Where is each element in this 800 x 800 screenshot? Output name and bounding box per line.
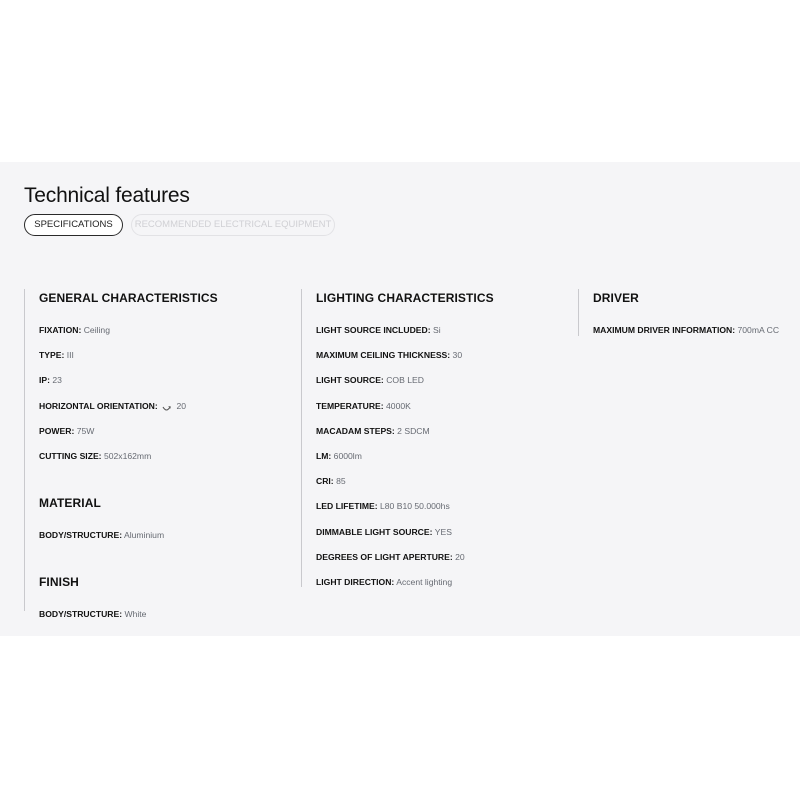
spec-key: CRI: bbox=[316, 476, 334, 487]
spec-row bbox=[316, 450, 571, 475]
section-heading-finish: FINISH bbox=[39, 575, 79, 590]
spec-key: LM: bbox=[316, 450, 332, 461]
tab-specifications[interactable]: SPECIFICATIONS bbox=[24, 214, 123, 236]
spec-row bbox=[316, 374, 571, 399]
spec-value: Si bbox=[432, 325, 441, 335]
spec-key: CUTTING SIZE: bbox=[39, 450, 102, 461]
spec-value: L80 B10 50.000hs bbox=[379, 501, 450, 512]
spec-value: 23 bbox=[52, 375, 62, 386]
spec-key: LIGHT SOURCE INCLUDED: bbox=[316, 325, 431, 335]
section-heading-material: MATERIAL bbox=[39, 496, 101, 511]
spec-row bbox=[39, 349, 294, 374]
spec-row bbox=[39, 324, 294, 349]
spec-key: BODY/STRUCTURE: bbox=[39, 530, 123, 541]
spec-key: IP: bbox=[39, 375, 50, 386]
spec-row bbox=[39, 400, 294, 425]
spec-key: HORIZONTAL ORIENTATION: bbox=[39, 400, 158, 411]
spec-row bbox=[39, 608, 294, 633]
spec-value: 20 bbox=[176, 400, 187, 411]
spec-value: 85 bbox=[336, 476, 346, 487]
spec-key: LED LIFETIME: bbox=[316, 501, 378, 512]
column-general bbox=[24, 289, 294, 620]
spec-row bbox=[316, 526, 571, 551]
spec-row bbox=[316, 324, 571, 349]
spec-value: 20 bbox=[455, 551, 465, 562]
spec-list bbox=[39, 529, 294, 554]
spec-value: COB LED bbox=[386, 375, 424, 386]
spec-list bbox=[593, 324, 798, 349]
section-heading-general-characteristics: GENERAL CHARACTERISTICS bbox=[39, 291, 218, 305]
spec-value: Aluminium bbox=[124, 530, 165, 541]
spec-key: FIXATION: bbox=[39, 325, 82, 335]
section-title: Technical features bbox=[24, 184, 190, 207]
tab-recommended-electrical-equipment[interactable]: RECOMMENDED ELECTRICAL EQUIPMENT bbox=[131, 214, 335, 236]
spec-value: 502x162mm bbox=[103, 450, 152, 461]
spec-key: TEMPERATURE: bbox=[316, 400, 384, 411]
spec-key: BODY/STRUCTURE: bbox=[39, 609, 123, 620]
spec-list bbox=[39, 324, 294, 475]
section-heading-driver: DRIVER bbox=[593, 291, 639, 305]
spec-key: LIGHT DIRECTION: bbox=[316, 576, 395, 587]
spec-key: DEGREES OF LIGHT APERTURE: bbox=[316, 551, 453, 562]
spec-key: POWER: bbox=[39, 425, 75, 436]
spec-row bbox=[39, 425, 294, 450]
spec-value: 4000K bbox=[386, 400, 411, 411]
column-driver bbox=[578, 289, 798, 336]
technical-features-panel bbox=[0, 162, 800, 636]
spec-key: TYPE: bbox=[39, 350, 65, 361]
section-heading-lighting-characteristics: LIGHTING CHARACTERISTICS bbox=[316, 291, 494, 305]
rotate-arc-icon bbox=[162, 403, 171, 409]
spec-key: MACADAM STEPS: bbox=[316, 425, 395, 436]
spec-key: LIGHT SOURCE: bbox=[316, 375, 384, 386]
column-lighting bbox=[301, 289, 571, 587]
spec-row bbox=[39, 374, 294, 399]
spec-value: 75W bbox=[76, 425, 95, 436]
spec-row bbox=[593, 324, 798, 349]
spec-value: White bbox=[124, 609, 147, 620]
spec-row bbox=[316, 500, 571, 525]
spec-row bbox=[316, 425, 571, 450]
spec-row bbox=[316, 400, 571, 425]
spec-list bbox=[316, 324, 571, 601]
spec-value: 30 bbox=[452, 350, 463, 361]
spec-row bbox=[316, 576, 571, 601]
spec-row bbox=[316, 475, 571, 500]
spec-key: DIMMABLE LIGHT SOURCE: bbox=[316, 526, 433, 537]
spec-row bbox=[316, 551, 571, 576]
spec-value: 2 SDCM bbox=[397, 425, 430, 436]
spec-value: III bbox=[66, 350, 74, 361]
spec-list bbox=[39, 608, 294, 633]
spec-value: Accent lighting bbox=[396, 576, 453, 587]
spec-value: Ceiling bbox=[83, 325, 110, 335]
spec-key: MAXIMUM DRIVER INFORMATION: bbox=[593, 325, 736, 335]
spec-key: MAXIMUM CEILING THICKNESS: bbox=[316, 350, 451, 361]
spec-value: 6000lm bbox=[333, 450, 362, 461]
spec-row bbox=[316, 349, 571, 374]
spec-row bbox=[39, 450, 294, 475]
spec-value: YES bbox=[434, 526, 452, 537]
spec-value: 700mA CC bbox=[737, 325, 780, 335]
spec-row bbox=[39, 529, 294, 554]
